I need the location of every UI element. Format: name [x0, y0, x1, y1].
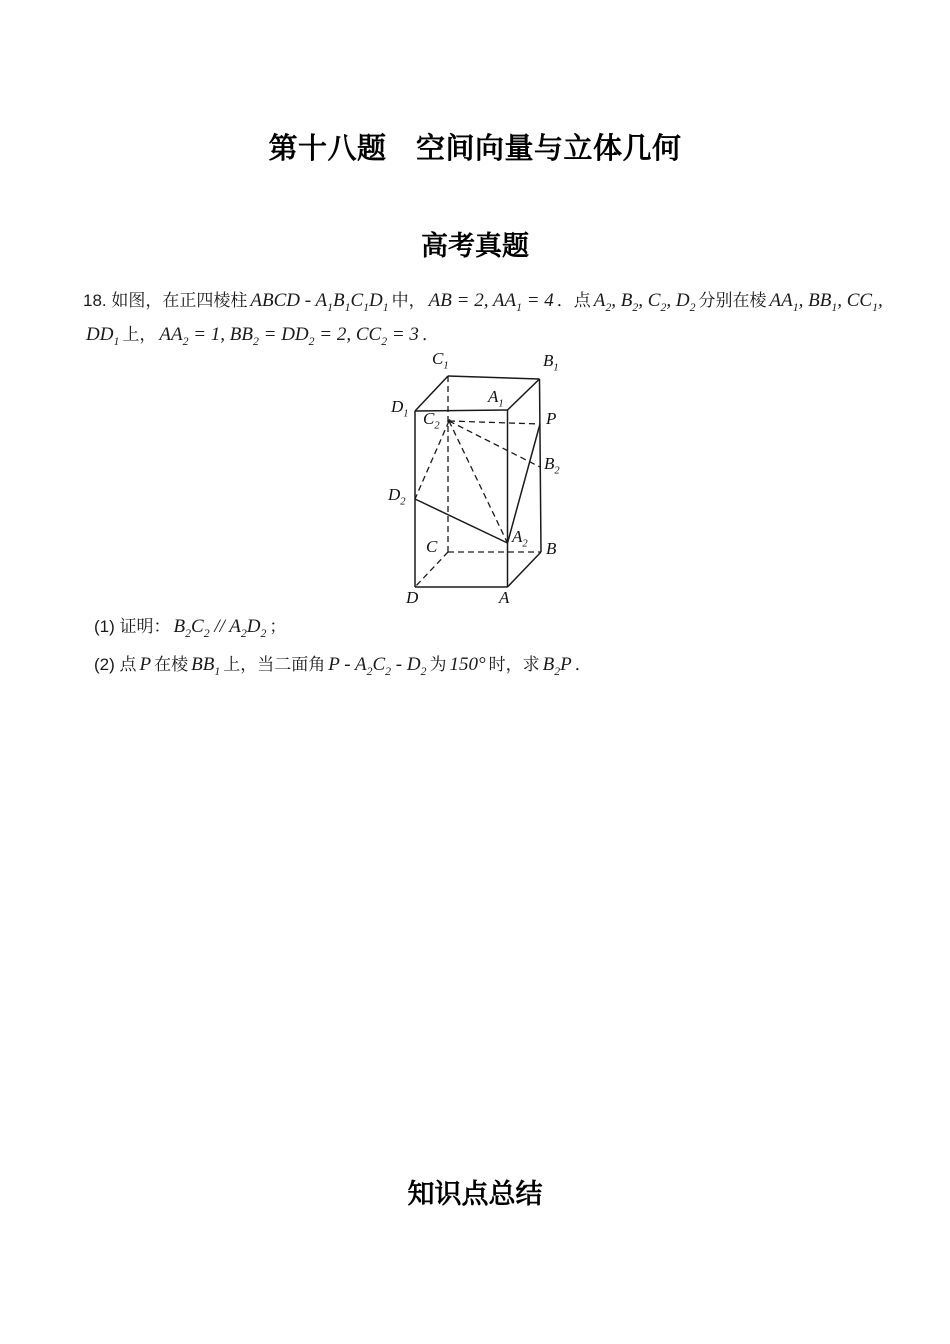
- question-1-prefix: (1) 证明：: [94, 617, 171, 636]
- edge-B1-B: [540, 379, 542, 552]
- math-prism-name: ABCD - $A_1B_1C_1D_1$: [250, 290, 389, 314]
- question-1-end: ；: [269, 617, 287, 636]
- math-edges: $AA_1$, $BB_1$, $CC_1$,: [769, 290, 883, 314]
- vertex-label-C1: $C_1$: [432, 349, 449, 372]
- edge-A1-B1: [508, 379, 540, 410]
- math-edge-lengths: AB = 2, $AA_1 = 4$: [428, 290, 554, 314]
- problem-line-1: [83, 284, 923, 318]
- math-parallel-claim: $B_2C_2 // A_2D_2$: [173, 616, 267, 640]
- problem-text: 中，: [391, 291, 426, 310]
- prism-drawing: [380, 348, 580, 616]
- page-title: 第十八题 空间向量与立体几何: [268, 133, 682, 165]
- question-2-end: ．: [574, 655, 592, 674]
- vertex-label-B1: $B_1$: [543, 351, 559, 374]
- point-label-D2: $D_2$: [388, 485, 406, 508]
- problem-text: ．: [421, 325, 439, 344]
- problem-line-2: [83, 318, 923, 352]
- segment-C2-D2-hidden: [415, 421, 449, 499]
- prism-figure: [380, 348, 580, 616]
- question-2: [94, 652, 592, 678]
- math-edge-dd1: $DD_1$: [86, 324, 120, 348]
- question-2-text: 为: [429, 655, 447, 674]
- problem-text: 上，: [122, 325, 157, 344]
- point-C2-dot: [447, 419, 450, 422]
- question-2-text: 在棱: [154, 655, 189, 674]
- section-heading-gaokao: 高考真题: [421, 231, 529, 261]
- math-point-p: P: [139, 654, 152, 675]
- question-2-text: 时，求: [488, 655, 540, 674]
- vertex-label-D1: $D_1$: [391, 397, 409, 420]
- segment-C2-B2-hidden: [449, 421, 540, 467]
- vertex-label-A1: $A_1$: [488, 387, 504, 410]
- point-label-B2: $B_2$: [544, 454, 560, 477]
- math-angle-value: 150°: [449, 654, 486, 675]
- math-points: $A_2$, $B_2$, $C_2$, $D_2$: [593, 290, 696, 314]
- math-dihedral-angle: P - $A_2C_2 - D_2$: [328, 654, 427, 678]
- vertex-label-D: D: [406, 588, 419, 607]
- point-label-P: P: [546, 409, 557, 428]
- vertex-label-B: B: [546, 539, 557, 558]
- section-heading-knowledge: 知识点总结: [407, 1179, 543, 1209]
- segment-A2-P: [508, 424, 541, 550]
- vertex-label-C: C: [426, 537, 438, 556]
- segment-C2-P-hidden: [449, 421, 540, 424]
- question-1: [94, 614, 286, 640]
- problem-intro-text: 18. 如图，在正四棱柱: [83, 291, 248, 310]
- edge-B1-C1: [448, 376, 540, 379]
- segment-C2-A2-hidden: [449, 421, 508, 543]
- question-2-text: 上，当二面角: [223, 655, 326, 674]
- math-target-b2p: $B_2P$: [542, 654, 572, 678]
- problem-text: ．点: [556, 291, 591, 310]
- vertex-label-A: A: [499, 588, 510, 607]
- edge-A-B: [508, 552, 542, 587]
- point-label-A2: $A_2$: [512, 527, 528, 550]
- problem-18: [83, 284, 923, 352]
- math-edge-bb1: $BB_1$: [191, 654, 221, 678]
- edge-C1-D1: [415, 376, 448, 411]
- question-2-prefix: (2) 点: [94, 655, 137, 674]
- problem-text: 分别在棱: [698, 291, 767, 310]
- math-point-heights: $AA_2 = 1$, $BB_2 = DD_2 = 2$, $CC_2 = 3$: [159, 324, 419, 348]
- point-label-C2: $C_2$: [423, 409, 440, 432]
- edge-C-D-hidden: [415, 552, 448, 587]
